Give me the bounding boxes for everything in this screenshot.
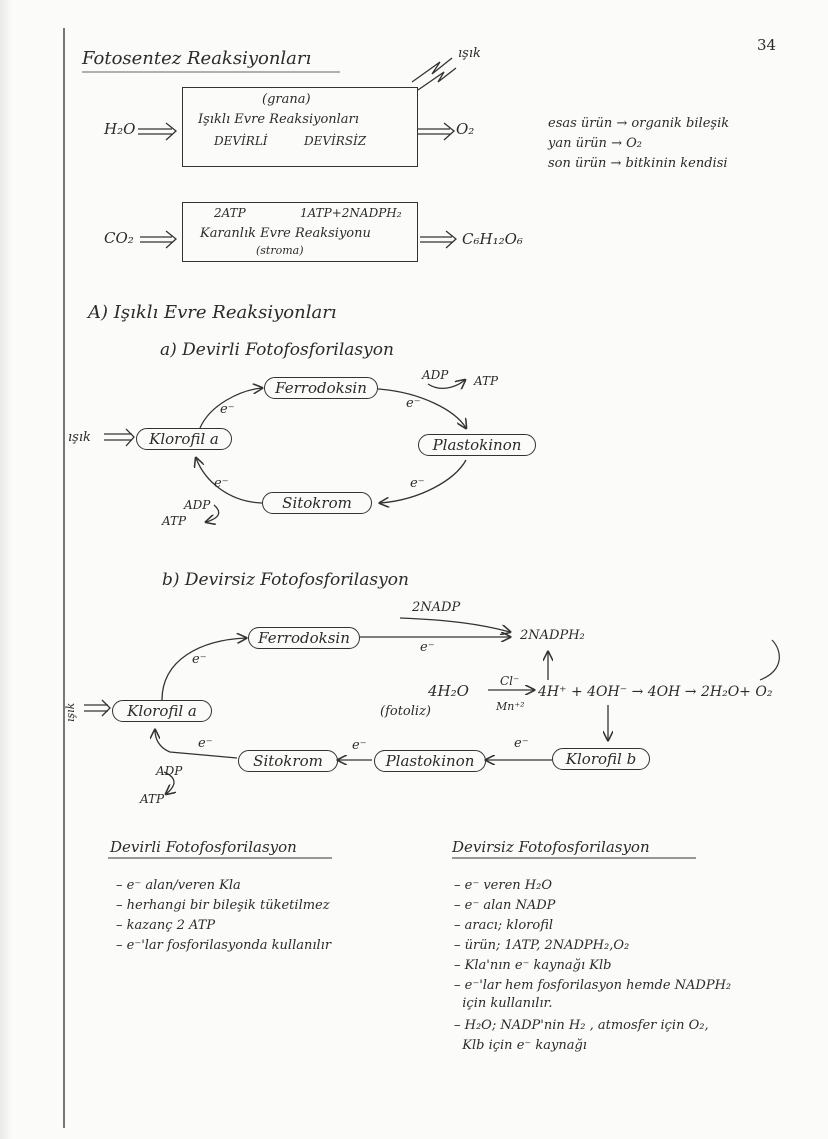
light-zigzag-top [412, 58, 452, 82]
noncyclic-point: – e⁻ veren H₂O [454, 878, 552, 893]
light-stage-output: O₂ [456, 120, 475, 138]
cyclic-atp-bottom: ATP [162, 514, 187, 528]
noncyclic-atp: ATP [140, 792, 165, 806]
noncyclic-electron-1: e⁻ [192, 652, 207, 667]
cyclic-adp-bottom: ADP [184, 498, 211, 512]
product-final: son ürün → bitkinin kendisi [548, 156, 728, 171]
page-number: 34 [757, 36, 777, 54]
cyclic-electron-2: e⁻ [406, 396, 421, 411]
cyclic-heading: a) Devirli Fotofosforilasyon [160, 340, 394, 360]
cyclic-point: – e⁻'lar fosforilasyonda kullanılır [116, 938, 332, 953]
cyclic-ferredoxin: Ferrodoksin [264, 377, 378, 399]
cyclic-point: – kazanç 2 ATP [116, 918, 216, 933]
noncyclic-catalyst-mn: Mn⁺² [496, 700, 525, 713]
product-main: esas ürün → organik bileşik [548, 116, 730, 131]
page-title: Fotosentez Reaksiyonları [82, 48, 312, 69]
noncyclic-compare-title: Devirsiz Fotofosforilasyon [452, 838, 650, 856]
dark-stage-atp-left: 2ATP [214, 206, 246, 220]
cyclic-plastoquinone: Plastokinon [418, 434, 536, 456]
noncyclic-nadph: 2NADPH₂ [520, 628, 585, 643]
cyclic-point: – herhangi bir bileşik tüketilmez [116, 898, 330, 913]
noncyclic-catalyst-cl: Cl⁻ [500, 674, 520, 688]
cyclic-compare-title: Devirli Fotofosforilasyon [110, 838, 297, 856]
noncyclic-electron-2: e⁻ [420, 640, 435, 655]
cyclic-electron-3: e⁻ [410, 476, 425, 491]
noncyclic-cytochrome: Sitokrom [238, 750, 338, 772]
section-a-heading: A) Işıklı Evre Reaksiyonları [88, 302, 337, 323]
noncyclic-light-label: ışık [64, 702, 77, 722]
dark-stage-atp-right: 1ATP+2NADPH₂ [300, 206, 402, 220]
noncyclic-nadp: 2NADP [412, 600, 461, 615]
cyclic-electron-1: e⁻ [220, 402, 235, 417]
noncyclic-point: – aracı; klorofil [454, 918, 554, 933]
light-stage-input: H₂O [104, 120, 136, 138]
cyclic-point: – e⁻ alan/veren Kla [116, 878, 241, 893]
dark-stage-input: CO₂ [104, 229, 134, 247]
noncyclic-heading: b) Devirsiz Fotofosforilasyon [162, 570, 409, 590]
noncyclic-photolysis: (fotoliz) [380, 704, 431, 719]
noncyclic-adp: ADP [156, 764, 183, 778]
noncyclic-point: – H₂O; NADP'nin H₂ , atmosfer için O₂, [454, 1018, 709, 1033]
dark-stage-location: (stroma) [256, 244, 304, 257]
light-stage-cyclic: DEVİRLİ [214, 134, 268, 148]
noncyclic-point-cont: Klb için e⁻ kaynağı [454, 1038, 587, 1053]
noncyclic-point-cont: için kullanılır. [454, 996, 553, 1011]
noncyclic-ferredoxin: Ferrodoksin [248, 627, 360, 649]
product-side: yan ürün → O₂ [548, 136, 642, 151]
noncyclic-electron-3: e⁻ [198, 736, 213, 751]
cyclic-electron-4: e⁻ [214, 476, 229, 491]
noncyclic-chlorophyll-a: Klorofil a [112, 700, 212, 722]
noncyclic-electron-5: e⁻ [514, 736, 529, 751]
noncyclic-electron-4: e⁻ [352, 738, 367, 753]
light-icon-label: ışık [458, 46, 481, 61]
noncyclic-point: – ürün; 1ATP, 2NADPH₂,O₂ [454, 938, 630, 953]
noncyclic-plastoquinone: Plastokinon [374, 750, 486, 772]
noncyclic-water: 4H₂O [428, 682, 469, 700]
cyclic-chlorophyll: Klorofil a [136, 428, 232, 450]
noncyclic-point: – e⁻ alan NADP [454, 898, 556, 913]
dark-stage-output: C₆H₁₂O₆ [462, 230, 523, 248]
noncyclic-point: – Kla'nın e⁻ kaynağı Klb [454, 958, 612, 973]
noncyclic-photolysis-products: 4H⁺ + 4OH⁻ → 4OH → 2H₂O+ O₂ [538, 684, 773, 700]
noncyclic-point: – e⁻'lar hem fosforilasyon hemde NADPH₂ [454, 978, 732, 993]
dark-stage-name: Karanlık Evre Reaksiyonu [200, 226, 371, 241]
cyclic-adp-top: ADP [422, 368, 449, 382]
light-stage-name: Işıklı Evre Reaksiyonları [198, 112, 359, 127]
cyclic-light-label: ışık [68, 430, 91, 445]
cyclic-atp-top: ATP [474, 374, 499, 388]
noncyclic-chlorophyll-b: Klorofil b [552, 748, 650, 770]
cyclic-cytochrome: Sitokrom [262, 492, 372, 514]
light-stage-location: (grana) [262, 92, 311, 107]
light-stage-noncyclic: DEVİRSİZ [304, 134, 367, 148]
